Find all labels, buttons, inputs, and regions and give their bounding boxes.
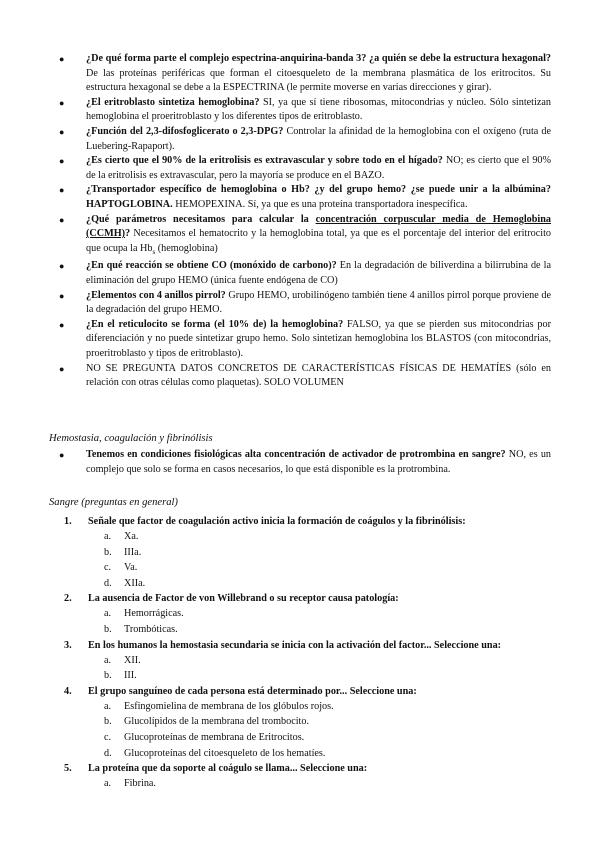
- option-item: b. III.: [104, 670, 137, 682]
- bullet-item: ● NO SE PREGUNTA DATOS CONCRETOS DE CARACTERÍSTICAS FÍSICAS DE HEMATÍES (sólo en relación con otras células como plaquetas). SOLO VOLUMEN: [59, 362, 551, 389]
- bullet-dot-icon: ●: [59, 319, 65, 330]
- question-title: 4. El grupo sanguíneo de cada persona está determinado por... Seleccione una:: [64, 685, 417, 697]
- option-item: b. IIIa.: [104, 546, 142, 558]
- bullet-item: ● ¿Es cierto que el 90% de la eritrolisis es extravascular y sobre todo en el hígado? NO; es cierto que el 90% de la eritrolisis es extravascular, pero la mayoría se produce en el BAZO.: [59, 155, 551, 181]
- bullet-item: ● ¿Transportador específico de hemoglobina o Hb? ¿y del grupo hemo? ¿se puede unir a la albúmina? HAPTOGLOBINA. HEMOPEXINA. Sí, ya que es una proteína transportadora inespecífica.: [59, 184, 551, 210]
- bullet-item: ● Tenemos en condiciones fisiológicas alta concentración de activador de protrombina en sangre? NO, es un complejo que solo se forma en casos necesarios, lo que está disponible es la protrombina.: [59, 449, 552, 475]
- bullet-dot-icon: ●: [59, 363, 65, 374]
- question-item: [64, 591, 554, 637]
- bullet-dot-icon: ●: [59, 185, 65, 196]
- option-item: d. XIIa.: [104, 577, 146, 589]
- option-list: [64, 776, 554, 792]
- option-item: a. Hemorrágicas.: [104, 608, 184, 620]
- bullet-dot-icon: ●: [59, 126, 65, 137]
- option-item: a. Fibrina.: [104, 778, 156, 790]
- option-item: c. Va.: [104, 562, 138, 574]
- bullet-dot-icon: ●: [59, 450, 65, 460]
- question-title: 1. Señale que factor de coagulación activo inicia la formación de coágulos y la fibrinólisis:: [64, 516, 466, 527]
- bullet-dot-icon: ●: [59, 156, 65, 167]
- bullet-item: ● ¿Qué parámetros necesitamos para calcular la concentración corpuscular media de Hemoglobina (CCMH)? Necesitamos el hematocrito y la hemoglobina total, ya que es el porcentaje del interior del eritrocito que ocupa la $Hb_s$ (hemoglobina): [59, 213, 551, 256]
- bullet-dot-icon: ●: [59, 214, 65, 225]
- question-item: [64, 761, 554, 792]
- bullet-item: ● ¿De qué forma parte el complejo espectrina-anquirina-banda 3? ¿a quién se debe la estructura hexagonal? De las proteínas periféricas que forman el citoesqueleto de la membrana plasmática de los eritrocitos. Su estructura hexagonal se debe a la ESPECTRINA (le permite moverse en varias direcciones y girar).: [59, 53, 551, 94]
- option-list: [64, 699, 554, 761]
- option-list: [64, 529, 554, 591]
- hemostasia-bullet-list: [56, 448, 551, 477]
- option-list: [64, 653, 554, 684]
- section-title-hemostasia: Hemostasia, coagulación y fibrinólisis: [49, 433, 213, 444]
- option-item: a. Xa.: [104, 531, 139, 542]
- ccmh-term: concentración corpuscular media de Hemoglobina (CCMH): [86, 213, 551, 240]
- bullet-item: ● ¿El eritroblasto sintetiza hemoglobina? SI, ya que sí tiene ribosomas, mitocondrias y núcleo. Sólo sintetizan hemoglobina el proeritroblasto y los diferentes tipos de eritroblasto.: [59, 96, 551, 123]
- option-item: c. Glucoproteínas de membrana de Eritrocitos.: [104, 731, 305, 743]
- question-item: [64, 638, 554, 684]
- bullet-dot-icon: ●: [59, 54, 65, 64]
- question-title: 5. La proteína que da soporte al coágulo se llama... Seleccione una:: [64, 763, 368, 775]
- question-item: [64, 514, 554, 591]
- option-list: [64, 606, 554, 637]
- bullet-dot-icon: ●: [59, 97, 65, 108]
- question-item: [64, 684, 554, 761]
- option-item: a. XII.: [104, 654, 141, 666]
- question-list: [64, 514, 554, 792]
- bullet-item: ● ¿En qué reacción se obtiene CO (monóxido de carbono)? En la degradación de biliverdina a bilirrubina de la eliminación del grupo HEMO (única fuente endógena de CO): [59, 260, 551, 286]
- bullet-item: ● ¿En el reticulocito se forma (el 10% de) la hemoglobina? FALSO, ya que se pierden sus mitocondrias por diferenciación y no puede sintetizar grupo hemo. Solo sintetizan hemoglobina los BLASTOS (con mitocondrias, proeritroblasto y tipos de eritroblasto).: [59, 318, 551, 359]
- bullet-item: ● ¿Función del 2,3-difosfoglicerato o 2,3-DPG? Controlar la afinidad de la hemoglobina con el oxígeno (ruta de Luebering-Rapaport).: [59, 125, 551, 152]
- option-item: a. Esfingomielina de membrana de los glóbulos rojos.: [104, 700, 334, 712]
- option-item: b. Glucolípidos de la membrana del trombocito.: [104, 716, 310, 728]
- top-bullet-list: [56, 52, 551, 391]
- option-item: d. Glucoproteínas del citoesqueleto de los hematíes.: [104, 747, 326, 759]
- question-title: 2. La ausencia de Factor de von Willebrand o su receptor causa patología:: [64, 593, 399, 605]
- bullet-dot-icon: ●: [59, 290, 65, 301]
- bullet-dot-icon: ●: [59, 261, 65, 272]
- question-title: 3. En los humanos la hemostasia secundaria se inicia con la activación del factor... Seleccione una:: [64, 639, 502, 651]
- option-item: b. Trombóticas.: [104, 623, 178, 635]
- bullet-item: ● ¿Elementos con 4 anillos pirrol? Grupo HEMO, urobilinógeno también tiene 4 anillos pirrol porque proviene de la degradación del grupo HEMO.: [59, 289, 551, 316]
- section-title-sangre: Sangre (preguntas en general): [49, 497, 178, 508]
